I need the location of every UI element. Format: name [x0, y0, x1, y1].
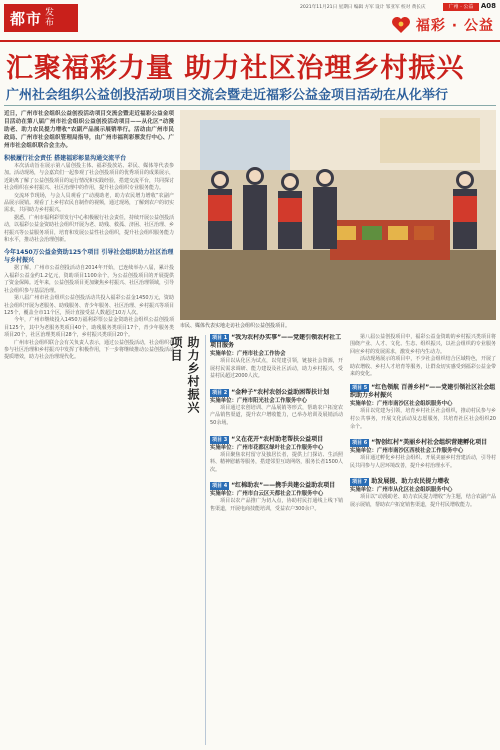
project-body: 项目以党建为引领，培育乡村社区社会组织，推动村民参与乡村公共事务，开展文化活动及志愿服务，共培育社区社会组织20余个。 — [350, 408, 496, 430]
column-divider — [205, 335, 206, 745]
body-paragraph: 据了解，广州市公益创投活动自2014年开始，已连续举办八届，累计投入福彩公益金约1.2亿元，资助项目1100余个，为公益创投项目的开展提供了资金保障。近年来，公益创投项目更加聚焦乡村振兴、社区治理领域，引导社会组织参与基层治理。 — [4, 265, 174, 294]
subhead: 广州社会组织公益创投活动项目交流会暨走近福彩公益金项目活动在从化举行 — [6, 88, 449, 103]
project-title-text: “智创红村”美丽乡村社会组织营建孵化项目 — [371, 439, 488, 447]
project-org: 实施单位：广州市花都区绿叶社会工作服务中心 — [210, 444, 324, 451]
project-body: 项目聚焦农村留守及独居长者，提供上门探访、生活照料、精神慰藉等服务，搭建邻里互助网络，服务长者1500人次。 — [210, 451, 343, 473]
right-paragraph: 活动现场展示的项目中，不少社会组织结合区域特色，开展了助农增收、乡村人才培育等服务，让群众切实感受到福彩公益金带来的变化。 — [350, 356, 496, 378]
project-body: 项目以农产品推广为切入点，协助村民打通线上线下销售渠道，开展电商技能培训，受益农户300余户。 — [210, 498, 343, 512]
project-title-text: “金种子”农村农创公益助困帮扶计划 — [231, 388, 330, 396]
section1-heading: 积极履行社会责任 搭建福彩彰显沟通交流平台 — [4, 155, 127, 162]
lead-paragraph: 近日，广州市社会组织公益创投活动项目交流会暨走近福彩公益金项目活动在第八届广州市社会组织公益创投活动项目——从化区“动漫助老、助力农民提力增收”农副产品展示展销举行。活动由广州市民政局、广州市社会组织管理局指导，由广州市福利彩票发行中心、广州市社会组织联合会主办。 — [4, 111, 174, 149]
projects-column-middle — [210, 334, 343, 746]
page-number: A08 — [480, 2, 496, 10]
right-column — [350, 100, 496, 746]
project-item — [210, 482, 343, 513]
photo-caption: 市民、媒体代表实地走访社会组织公益创投项目。 — [180, 323, 291, 329]
project-org: 实施单位：广州市阳光社会工作服务中心 — [210, 397, 308, 404]
project-tag: 项目 6 — [352, 440, 368, 447]
section-name: 福彩 · 公益 — [415, 18, 494, 34]
project-title-text: 助发展提、助力农民提力增收 — [371, 478, 450, 486]
brand-name: 都市 — [10, 9, 43, 28]
project-org: 实施单位：广州市白云区天都社会工作服务中心 — [210, 491, 324, 498]
edition-badge: 广州 · 公益 — [443, 3, 479, 11]
project-title — [210, 334, 343, 350]
section2-heading: 今年1450万公益金资助125个项目 引导社会组织助力社区治理与乡村振兴 — [4, 249, 174, 265]
project-org: 实施单位：广州市南沙区西枝社会工作服务中心 — [350, 448, 464, 455]
body-paragraph: 交流环节现场，与会人员观看了“动漫助老，助力农民增力增收”农副产品展示展销。观看了上乡村农民自制作的视频，通过现场，了解到农户的切实需求，共同助力乡村振兴。 — [4, 192, 174, 214]
project-title-text: “红色领航 百善乡村”——党建引领社区社会组织助力乡村振兴 — [350, 384, 496, 400]
headline: 汇聚福彩力量 助力社区治理乡村振兴 — [6, 53, 465, 84]
project-tag: 项目 5 — [352, 385, 368, 392]
body-paragraph: 本次活动旨在展示第八届创投主体、福彩投放站、彩民、媒体等代表参加。活动现场，与会嘉宾们一起参观了社会创投项目的优秀项目的成果展示，近距离了解了公益创投项目的运行情况和实践经验，搭建交流平台，共同探讨社会组织在乡村振兴、社区治理中的作用，提升社会组织专业服务能力。 — [4, 163, 174, 192]
project-org: 实施单位：广州市社会工作协会 — [210, 351, 286, 357]
project-tag: 项目 7 — [352, 479, 368, 486]
project-title-text: “义在花开”农村助老帮扶公益项目 — [231, 435, 324, 443]
project-tag: 项目 3 — [212, 436, 228, 443]
projects-column-right — [350, 334, 496, 518]
project-item — [350, 439, 496, 470]
header-rule — [0, 40, 500, 42]
project-title — [350, 384, 496, 400]
project-tag: 项目 4 — [212, 483, 228, 490]
project-org: 实施单位：广州市从化区社会组织服务中心 — [350, 487, 453, 494]
body-paragraph: 据悉，广州市福利彩票发行中心积极履行社会责任，持续开展公益创投活动，以福彩公益金资助社会组织开展为老、助残、救孤、济困、社区治理、乡村振兴等公益服务项目，培育和发展公益性社会组织，提升社会组织服务能力和水平，推动社会治理创新。 — [4, 214, 174, 244]
issue-line: 2021年11月21日 星期日 编辑 方军 设计 邹亚军 校对 黄长庆 — [300, 5, 426, 10]
project-title — [350, 439, 496, 447]
right-paragraph: 第八届公益创投项目中，福彩公益金资助的乡村振兴类项目将围绕产业、人才、文化、生态、组织振兴，以社会组织的专业服务回应乡村的发展需求，激发乡村内生动力。 — [350, 334, 496, 355]
brand-sub: 发布 — [45, 8, 55, 28]
project-body: 项目通过农创培训、产品展销等形式，帮助农户拓宽农产品销售渠道，提升农户增收能力，已举办培训及展销活动50余场。 — [210, 404, 343, 426]
heart-icon — [390, 14, 412, 36]
projects-vertical-title: 助力乡村振兴项目 — [169, 336, 200, 414]
project-item — [210, 436, 343, 475]
body-paragraph: 今年，广州市继续投入1450万福利彩票公益金资助社会组织公益创投项目125个，其中为老服务类项目40个，助残服务类项目17个，青少年服务类项目20个，社区治理类项目28个，乡村振兴类项目20个。 — [4, 317, 174, 339]
masthead — [0, 0, 500, 42]
project-body: 项目以“动漫助老、助力农民提力增收”为主题，结合农副产品展示展销，帮助农户拓宽销售渠道，提升村民增收能力。 — [350, 494, 496, 508]
project-title — [210, 482, 343, 490]
body-paragraph: 第八届广州市社会组织公益创投活动共投入福彩公益金1450万元，资助社会组织开展为老服务、助残服务、青少年服务、社区治理、乡村振兴等项目125个，覆盖全市11个区，预计直接受益人数超过10万人次。 — [4, 295, 174, 316]
section-logo — [390, 14, 494, 36]
body-paragraph: 广州市社会组织联合会有关负责人表示，通过公益创投活动，社会组织在参与社区治理和乡村振兴中发挥了积极作用，下一步将继续推动公益创投活动提质增效，助力社会治理现代化。 — [4, 339, 174, 361]
project-org: 实施单位：广州市南沙区社会组织服务中心 — [350, 401, 453, 408]
project-body: 项目以从化区为试点，以党建引领，链接社会资源，开展村民需求调研、能力建设及社区活动，助力乡村振兴，受益村民超过2000人次。 — [210, 358, 343, 380]
brand-block — [4, 4, 78, 32]
project-title — [350, 478, 496, 486]
left-column — [4, 110, 174, 746]
project-item — [350, 384, 496, 431]
project-body: 项目通过孵化乡村社会组织、开展美丽乡村营建活动，引导村民共同参与人居环境改善，提升乡村治理水平。 — [350, 455, 496, 469]
project-title-text: “我为农村办实事”——党建引领农村社工项目服务 — [210, 334, 342, 349]
project-title — [210, 436, 343, 444]
project-item — [210, 334, 343, 381]
project-title-text: “红棉助农”——携手共建公益助农项目 — [231, 482, 336, 490]
project-tag: 项目 1 — [212, 335, 228, 341]
project-item — [210, 389, 343, 428]
project-tag: 项目 2 — [212, 389, 228, 396]
project-item — [350, 478, 496, 509]
project-title — [210, 389, 343, 397]
